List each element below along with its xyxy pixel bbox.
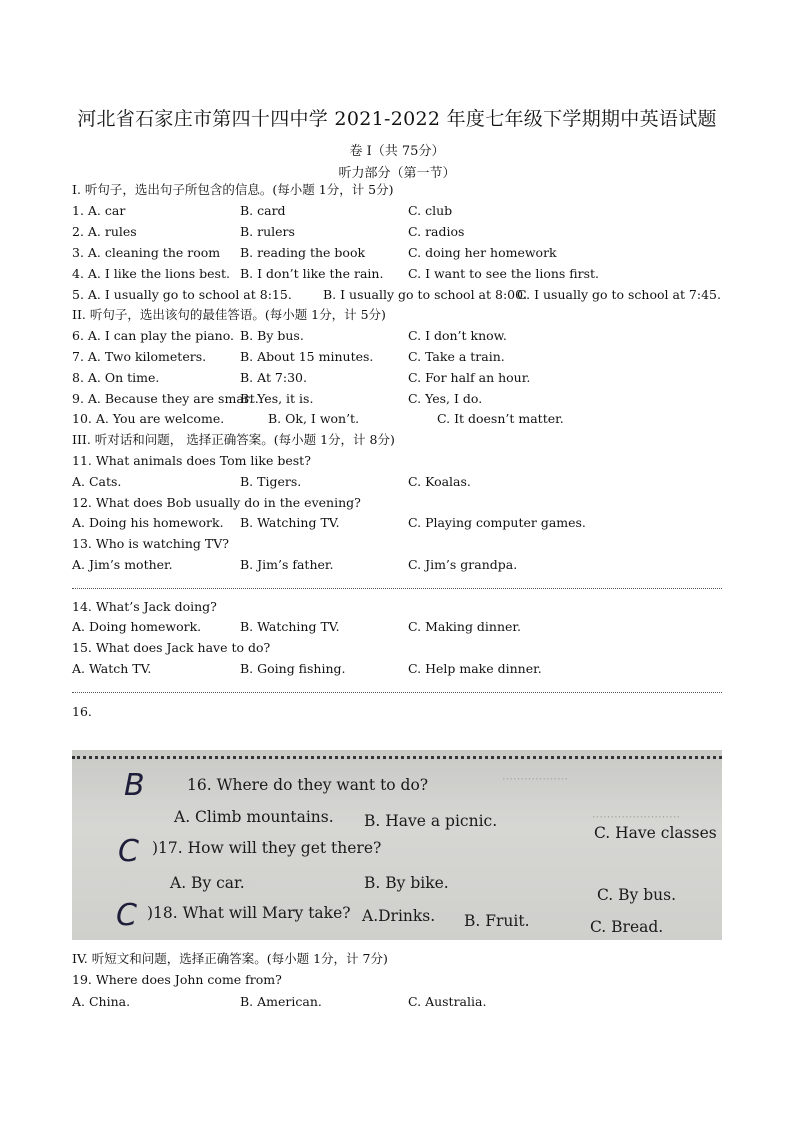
photo-excerpt: [72, 750, 722, 940]
q5-option-b: B. I usually go to school at 8:00.: [323, 287, 528, 302]
q13-question: 13. Who is watching TV?: [72, 536, 229, 551]
q16-label: 16.: [72, 704, 92, 719]
q12-question: 12. What does Bob usually do in the evening?: [72, 495, 361, 510]
q19-option-b: B. American.: [240, 994, 322, 1009]
q11-question: 11. What animals does Tom like best?: [72, 453, 311, 468]
q11-option-c: C. Koalas.: [408, 474, 471, 489]
q15-option-a: A. Watch TV.: [72, 661, 152, 676]
photo-q17: )17. How will they get there?: [152, 839, 382, 857]
q6-option-a: 6. A. I can play the piano.: [72, 328, 234, 343]
q3-option-c: C. doing her homework: [408, 245, 557, 260]
q8-option-b: B. At 7:30.: [240, 370, 307, 385]
part2-heading: II. 听句子，选出该句的最佳答语。(每小题 1分，计 5分): [72, 307, 386, 322]
photo-q17-a: A. By car.: [170, 874, 245, 892]
q1-option-a: 1. A. car: [72, 203, 126, 218]
photo-q17-b: B. By bike.: [364, 874, 449, 892]
q1-option-b: B. card: [240, 203, 286, 218]
q3-option-a: 3. A. cleaning the room: [72, 245, 221, 260]
q19-option-a: A. China.: [72, 994, 131, 1009]
section-label: 听力部分（第一节）: [338, 166, 456, 181]
q14-option-a: A. Doing homework.: [72, 619, 202, 634]
q10-option-a: 10. A. You are welcome.: [72, 411, 225, 426]
q9-option-b: B. Yes, it is.: [240, 391, 314, 406]
page-title: 河北省石家庄市第四十四中学 2021-2022 年度七年级下学期期中英语试题: [77, 108, 717, 130]
q12-option-a: A. Doing his homework.: [72, 515, 224, 530]
photo-q17-c: C. By bus.: [597, 886, 677, 904]
q6-option-c: C. I don’t know.: [408, 328, 507, 343]
q1-option-c: C. club: [408, 203, 453, 218]
q3-option-b: B. reading the book: [240, 245, 366, 260]
q14-option-c: C. Making dinner.: [408, 619, 521, 634]
q9-option-c: C. Yes, I do.: [408, 391, 483, 406]
dotted-divider: [72, 692, 722, 693]
q2-option-a: 2. A. rules: [72, 224, 137, 239]
handwritten-answer-mark: B: [124, 768, 145, 803]
q7-option-c: C. Take a train.: [408, 349, 505, 364]
photo-ghost-text: ⋯⋯⋯⋯⋯⋯: [502, 772, 568, 785]
photo-q16-a: A. Climb mountains.: [174, 808, 334, 826]
q13-option-a: A. Jim’s mother.: [72, 557, 173, 572]
q11-option-b: B. Tigers.: [240, 474, 302, 489]
q10-option-c: C. It doesn’t matter.: [437, 411, 564, 426]
q14-question: 14. What’s Jack doing?: [72, 599, 217, 614]
handwritten-answer-mark: C: [116, 898, 137, 933]
q15-option-c: C. Help make dinner.: [408, 661, 542, 676]
q2-option-c: C. radios: [408, 224, 465, 239]
photo-dotted-line: [72, 756, 722, 759]
dotted-divider: [72, 588, 722, 589]
q14-option-b: B. Watching TV.: [240, 619, 340, 634]
q19-option-c: C. Australia.: [408, 994, 487, 1009]
q12-option-c: C. Playing computer games.: [408, 515, 586, 530]
q7-option-a: 7. A. Two kilometers.: [72, 349, 207, 364]
q4-option-b: B. I don’t like the rain.: [240, 266, 384, 281]
q8-option-a: 8. A. On time.: [72, 370, 160, 385]
q8-option-c: C. For half an hour.: [408, 370, 531, 385]
photo-q18: )18. What will Mary take?: [147, 904, 351, 922]
q6-option-b: B. By bus.: [240, 328, 304, 343]
q2-option-b: B. rulers: [240, 224, 295, 239]
q15-option-b: B. Going fishing.: [240, 661, 346, 676]
handwritten-answer-mark: C: [118, 834, 139, 869]
part4-heading: IV. 听短文和问题，选择正确答案。(每小题 1分，计 7分): [72, 951, 388, 966]
q15-question: 15. What does Jack have to do?: [72, 640, 271, 655]
q13-option-c: C. Jim’s grandpa.: [408, 557, 518, 572]
photo-q16-b: B. Have a picnic.: [364, 812, 498, 830]
q9-option-a: 9. A. Because they are smart.: [72, 391, 259, 406]
photo-q18-b: B. Fruit.: [464, 912, 530, 930]
photo-q16: 16. Where do they want to do?: [187, 776, 429, 794]
photo-ghost-text: ⋯⋯⋯⋯⋯⋯⋯⋯: [592, 810, 680, 823]
part1-heading: I. 听句子，选出句子所包含的信息。(每小题 1分，计 5分): [72, 182, 394, 197]
q12-option-b: B. Watching TV.: [240, 515, 340, 530]
photo-q18-c: C. Bread.: [590, 918, 664, 936]
photo-q18-a: A.Drinks.: [362, 907, 436, 925]
q11-option-a: A. Cats.: [72, 474, 122, 489]
q10-option-b: B. Ok, I won’t.: [268, 411, 360, 426]
part3-heading: III. 听对话和问题， 选择正确答案。(每小题 1分，计 8分): [72, 432, 395, 447]
volume-label: 卷 I（共 75分）: [349, 144, 445, 159]
q19-question: 19. Where does John come from?: [72, 972, 282, 987]
q7-option-b: B. About 15 minutes.: [240, 349, 374, 364]
photo-q16-c: C. Have classes: [594, 824, 717, 842]
q5-option-c: C. I usually go to school at 7:45.: [517, 287, 721, 302]
q4-option-a: 4. A. I like the lions best.: [72, 266, 230, 281]
q5-option-a: 5. A. I usually go to school at 8:15.: [72, 287, 292, 302]
q4-option-c: C. I want to see the lions first.: [408, 266, 600, 281]
q13-option-b: B. Jim’s father.: [240, 557, 334, 572]
